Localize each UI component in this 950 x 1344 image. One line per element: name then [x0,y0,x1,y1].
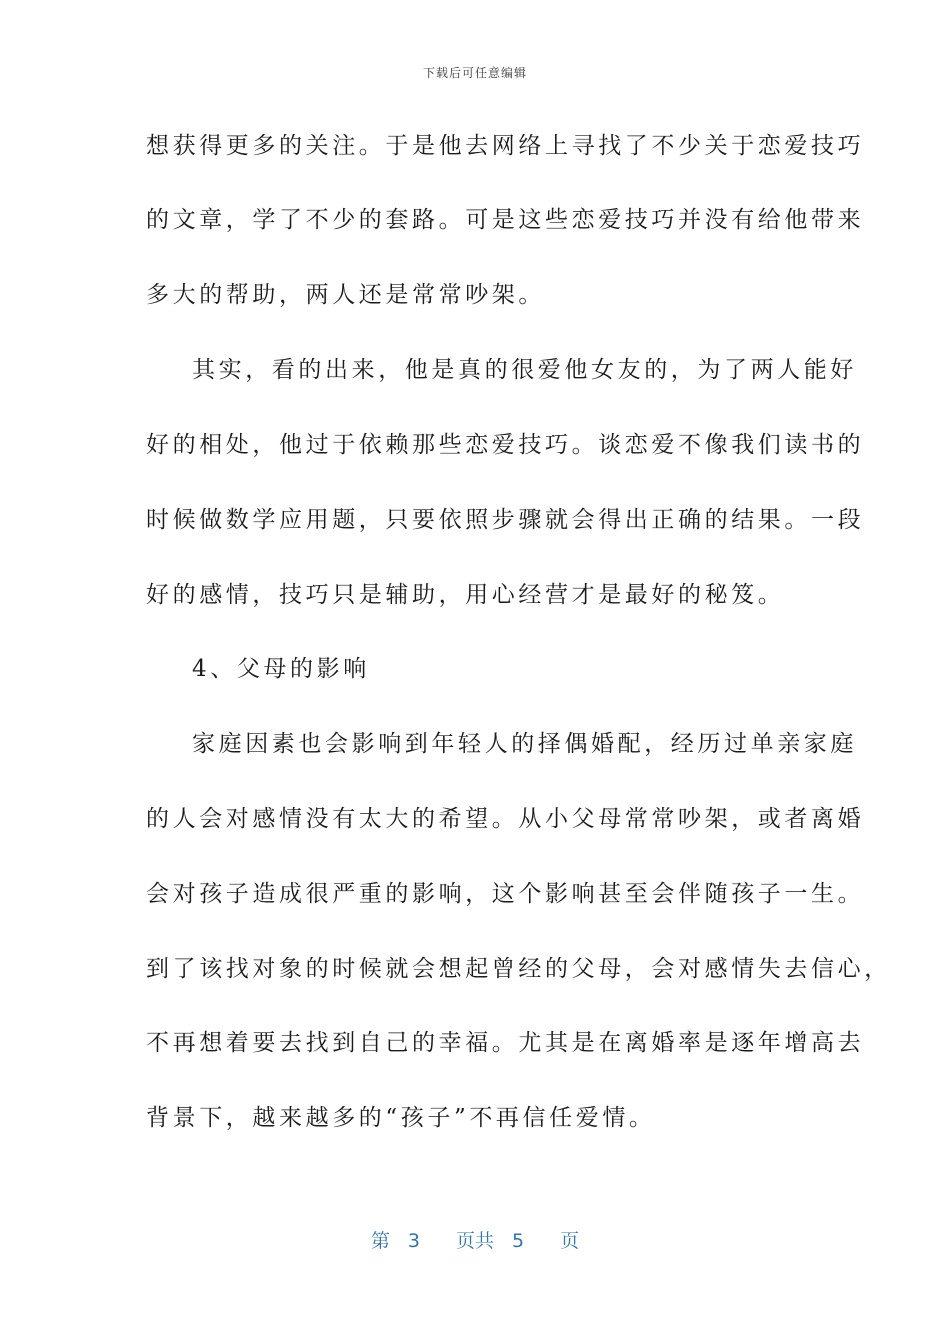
body-line-7: 好的感情，技巧只是辅助，用心经营才是最好的秘笈。 [146,582,785,608]
body-line-4: 其实，看的出来，他是真的很爱他女友的，为了两人能好 [192,357,857,383]
footer-suffix: 页 [560,1230,580,1252]
body-line-3: 多大的帮助，两人还是常常吵架。 [146,282,545,308]
page-footer [0,1226,950,1253]
footer-current-page: 3 [407,1230,420,1252]
body-line-13: 不再想着要去找到自己的幸福。尤其是在离婚率是逐年增高去 [146,1030,865,1056]
body-line-5: 好的相处，他过于依赖那些恋爱技巧。谈恋爱不像我们读书的 [146,432,865,458]
body-line-12: 到了该找对象的时候就会想起曾经的父母，会对感情失去信心， [146,956,891,982]
footer-middle: 页共 [455,1230,494,1252]
page-header: 下载后可任意编辑 [422,66,527,80]
body-line-11: 会对孩子造成很严重的影响，这个影响甚至会伴随孩子一生。 [146,881,865,907]
section-heading: 4、父母的影响 [192,656,370,682]
footer-prefix: 第 [370,1230,390,1252]
body-line-10: 的人会对感情没有太大的希望。从小父母常常吵架，或者离婚 [146,806,865,832]
body-line-6: 时候做数学应用题，只要依照步骤就会得出正确的结果。一段 [146,507,865,533]
body-line-9: 家庭因素也会影响到年轻人的择偶婚配，经历过单亲家庭 [192,731,857,757]
body-line-14: 背景下，越来越多的“孩子”不再信任爱情。 [146,1105,656,1131]
body-line-1: 想获得更多的关注。于是他去网络上寻找了不少关于恋爱技巧 [146,133,865,159]
footer-total-pages: 5 [512,1230,525,1252]
body-line-2: 的文章，学了不少的套路。可是这些恋爱技巧并没有给他带来 [146,207,865,233]
